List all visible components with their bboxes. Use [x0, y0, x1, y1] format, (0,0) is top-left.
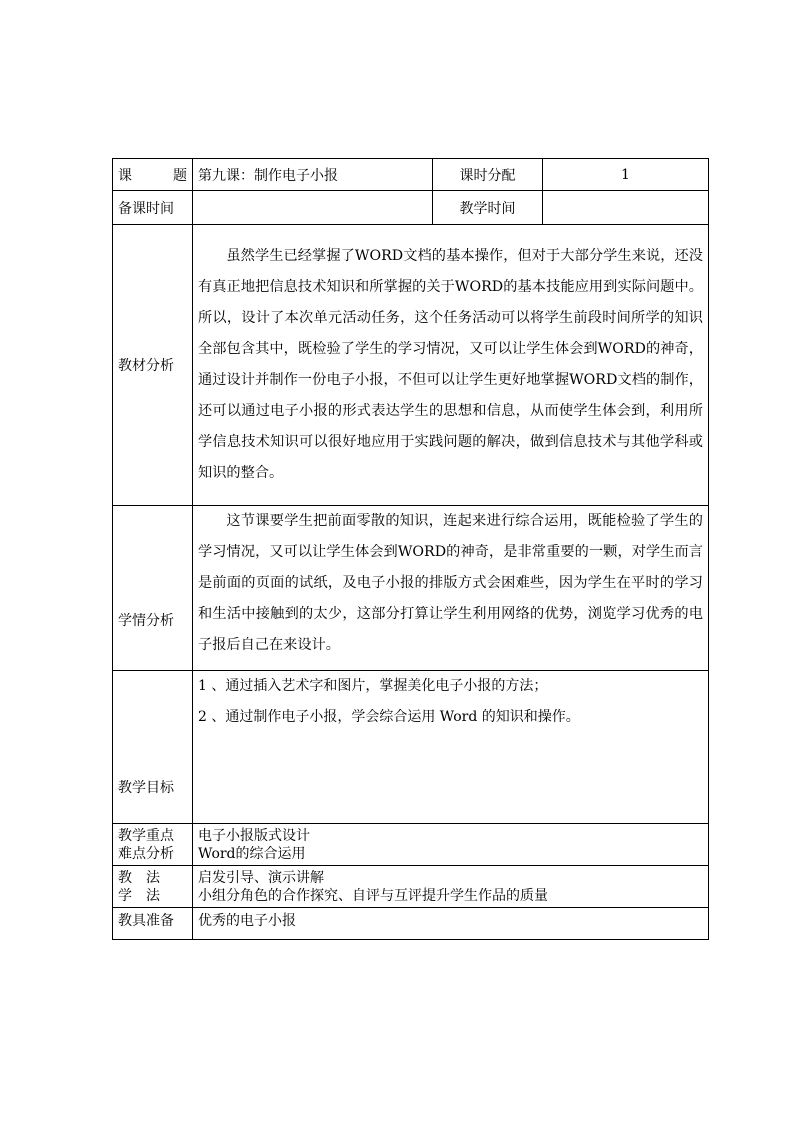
- hours-value: 1: [543, 159, 709, 191]
- key-points-label: [113, 824, 193, 866]
- key-points-value: [193, 824, 709, 866]
- topic-label: [113, 159, 193, 191]
- objectives-list: [193, 671, 709, 824]
- objectives-row: [113, 671, 709, 824]
- teach-label: 教学时间: [433, 191, 543, 225]
- key-point-line-1: 电子小报版式设计: [198, 827, 310, 844]
- methods-row: [113, 866, 709, 908]
- tools-row: [113, 908, 709, 940]
- material-label: 教材分析: [113, 225, 193, 506]
- topic-label-char-1: 课: [118, 167, 132, 184]
- method-label-line-2: 学 法: [118, 887, 160, 904]
- key-point-line-2: Word的综合运用: [198, 845, 306, 862]
- key-points-row: [113, 824, 709, 866]
- method-line-1: 启发引导、演示讲解: [198, 869, 324, 886]
- student-label: 学情分析: [113, 506, 193, 671]
- teach-value: [543, 191, 709, 225]
- methods-value: [193, 866, 709, 908]
- prep-label: 备课时间: [113, 191, 193, 225]
- key-label-line-1: 教学重点: [118, 827, 174, 844]
- student-text: 这节课要学生把前面零散的知识，连起来进行综合运用，既能检验了学生的学习情况，又可以让学生体会到WORD的神奇，是非常重要的一颗，对学生而言是前面的页面的试纸，及电子小报的排版方式会困难些，因为学生在平时的学习和生活中接触到的太少，这部分打算让学生利用网络的优势，浏览学习优秀的电子报后自己在来设计。: [193, 506, 709, 671]
- key-label-line-2: 难点分析: [118, 845, 174, 862]
- tools-value: 优秀的电子小报: [193, 908, 709, 940]
- objective-item: 2 、通过制作电子小报，学会综合运用 Word 的知识和操作。: [198, 709, 580, 725]
- methods-label: [113, 866, 193, 908]
- objectives-label: 教学目标: [113, 671, 193, 824]
- objective-item: 1 、通过插入艺术字和图片，掌握美化电子小报的方法；: [198, 678, 548, 694]
- lesson-plan-table: [112, 158, 709, 940]
- topic-row: [113, 159, 709, 191]
- topic-value: 第九课：制作电子小报: [193, 159, 433, 191]
- method-label-line-1: 教 法: [118, 869, 160, 886]
- prep-value: [193, 191, 433, 225]
- student-row: [113, 506, 709, 671]
- material-text: 虽然学生已经掌握了WORD文档的基本操作，但对于大部分学生来说，还没有真正地把信息技术知识和所掌握的关于WORD的基本技能应用到实际问题中。所以，设计了本次单元活动任务，这个任务活动可以将学生前段时间所学的知识全部包含其中，既检验了学生的学习情况，又可以让学生体会到WORD的神奇，通过设计并制作一份电子小报，不但可以让学生更好地掌握WORD文档的制作，还可以通过电子小报的形式表达学生的思想和信息，从而使学生体会到，利用所学信息技术知识可以很好地应用于实践问题的解决，做到信息技术与其他学科或知识的整合。: [193, 225, 709, 506]
- hours-label: 课时分配: [433, 159, 543, 191]
- prep-row: [113, 191, 709, 225]
- tools-label: 教具准备: [113, 908, 193, 940]
- topic-label-char-2: 题: [173, 167, 187, 184]
- method-line-2: 小组分角色的合作探究、自评与互评提升学生作品的质量: [198, 887, 548, 904]
- material-row: [113, 225, 709, 506]
